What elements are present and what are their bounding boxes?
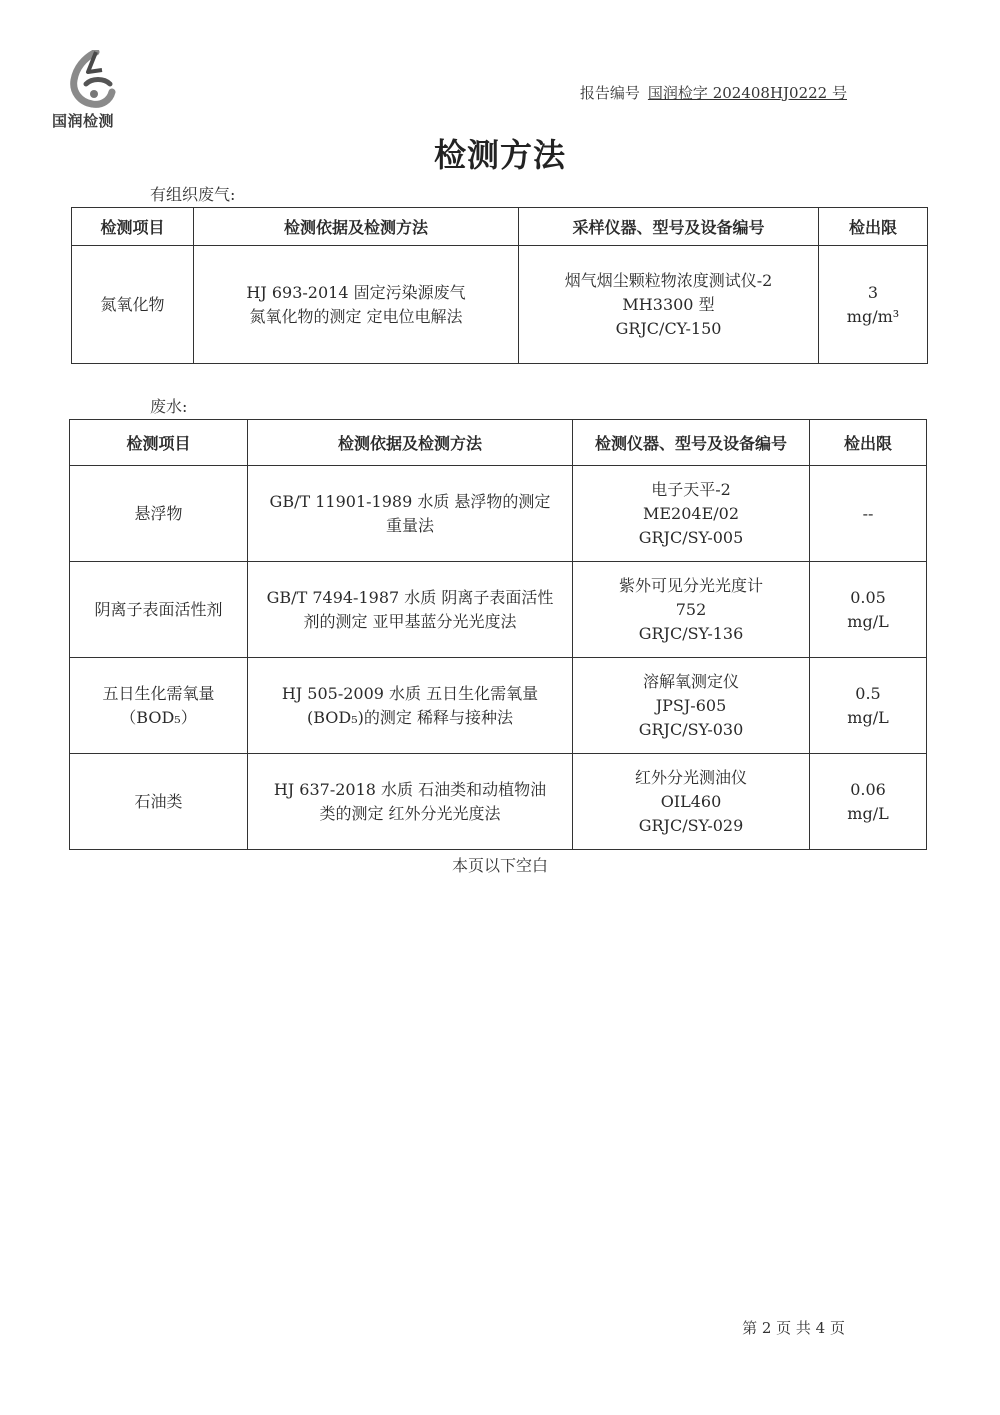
instrument-cell: 红外分光测油仪 OIL460 GRJC/SY-029 xyxy=(573,754,810,850)
report-number-label: 报告编号 xyxy=(579,84,640,102)
limit-cell: -- xyxy=(810,466,927,562)
table-row xyxy=(72,246,928,364)
item-cell: 石油类 xyxy=(70,754,248,850)
page-title: 检测方法 xyxy=(433,136,566,174)
method-cell: GB/T 7494-1987 水质 阴离子表面活性 剂的测定 亚甲基蓝分光光度法 xyxy=(248,562,573,658)
section-label-exhaust-gas: 有组织废气: xyxy=(150,185,236,204)
section-label-wastewater: 废水: xyxy=(150,397,188,416)
table-header-row xyxy=(70,420,927,466)
report-number-value: 国润检字 202408HJ0222 号 xyxy=(647,84,847,102)
method-cell: HJ 505-2009 水质 五日生化需氧量 (BOD₅)的测定 稀释与接种法 xyxy=(248,658,573,754)
item-cell: 悬浮物 xyxy=(70,466,248,562)
table-row xyxy=(70,562,927,658)
column-header: 检测依据及检测方法 xyxy=(248,420,573,466)
table-row xyxy=(70,658,927,754)
column-header: 检测依据及检测方法 xyxy=(194,208,519,246)
limit-cell: 0.5 mg/L xyxy=(810,658,927,754)
instrument-cell: 烟气烟尘颗粒物浓度测试仪-2 MH3300 型 GRJC/CY-150 xyxy=(519,246,819,364)
column-header: 检测仪器、型号及设备编号 xyxy=(573,420,810,466)
column-header: 检测项目 xyxy=(72,208,194,246)
table-row xyxy=(70,754,927,850)
column-header: 采样仪器、型号及设备编号 xyxy=(519,208,819,246)
limit-cell: 0.05 mg/L xyxy=(810,562,927,658)
column-header: 检出限 xyxy=(810,420,927,466)
company-logo-text: 国润检测 xyxy=(52,112,115,130)
method-cell: GB/T 11901-1989 水质 悬浮物的测定 重量法 xyxy=(248,466,573,562)
table-header-row xyxy=(72,208,928,246)
instrument-cell: 紫外可见分光光度计 752 GRJC/SY-136 xyxy=(573,562,810,658)
item-cell: 阴离子表面活性剂 xyxy=(70,562,248,658)
report-number xyxy=(580,82,847,103)
company-logo xyxy=(52,50,132,131)
wastewater-table xyxy=(69,419,927,850)
limit-cell: 3 mg/m³ xyxy=(819,246,928,364)
page-number: 第 2 页 共 4 页 xyxy=(742,1319,845,1337)
instrument-cell: 电子天平-2 ME204E/02 GRJC/SY-005 xyxy=(573,466,810,562)
table-row xyxy=(70,466,927,562)
method-cell: HJ 637-2018 水质 石油类和动植物油 类的测定 红外分光光度法 xyxy=(248,754,573,850)
blank-below-note: 本页以下空白 xyxy=(451,856,548,875)
column-header: 检出限 xyxy=(819,208,928,246)
method-cell: HJ 693-2014 固定污染源废气 氮氧化物的测定 定电位电解法 xyxy=(194,246,519,364)
instrument-cell: 溶解氧测定仪 JPSJ-605 GRJC/SY-030 xyxy=(573,658,810,754)
limit-cell: 0.06 mg/L xyxy=(810,754,927,850)
item-cell: 五日生化需氧量 （BOD₅） xyxy=(70,658,248,754)
column-header: 检测项目 xyxy=(70,420,248,466)
exhaust-gas-table xyxy=(71,207,928,364)
company-logo-icon xyxy=(66,50,118,108)
item-cell: 氮氧化物 xyxy=(72,246,194,364)
